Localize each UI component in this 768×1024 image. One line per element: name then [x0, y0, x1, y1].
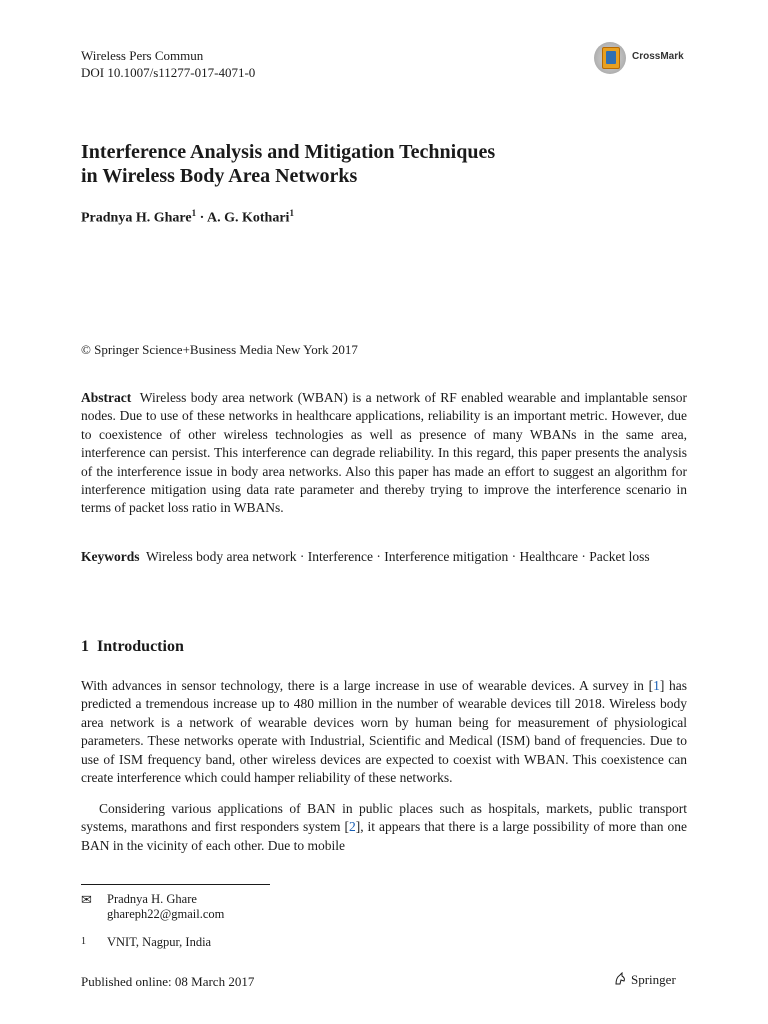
- section-title: Introduction: [97, 638, 184, 655]
- abstract: [81, 389, 687, 518]
- author-2-affiliation-mark: 1: [289, 208, 294, 218]
- section-number: 1: [81, 638, 89, 655]
- corresponding-author-email[interactable]: ghareph22@gmail.com: [107, 907, 225, 921]
- abstract-label: Abstract: [81, 390, 132, 405]
- envelope-icon: ✉: [81, 892, 92, 907]
- crossmark-book-icon: [602, 47, 620, 69]
- publisher-logo: [613, 972, 676, 988]
- intro-paragraph-2: [81, 800, 687, 855]
- citation-link-2[interactable]: 2: [348, 819, 356, 835]
- keywords-label: Keywords: [81, 549, 140, 564]
- affiliation: VNIT, Nagpur, India: [107, 935, 212, 949]
- author-2: A. G. Kothari: [206, 210, 290, 226]
- intro-p1-text-a: With advances in sensor technology, there is a large increase in use of wearable devices. A survey in [: [81, 678, 654, 693]
- section-heading: [81, 638, 184, 656]
- author-separator: ·: [196, 210, 207, 226]
- crossmark-label: CrossMark: [632, 51, 684, 62]
- title-line-2: in Wireless Body Area Networks: [81, 165, 358, 187]
- keywords: [81, 548, 687, 566]
- copyright-notice: © Springer Science+Business Media New York 2017: [81, 342, 358, 357]
- authors: [81, 208, 294, 227]
- affiliation-number: 1: [81, 936, 86, 947]
- doi[interactable]: DOI 10.1007/s11277-017-4071-0: [81, 65, 256, 80]
- intro-p2-text-b: ], it appears that there is a large possibility of more than one BAN in the vicinity of each other. Due to mobile: [81, 819, 687, 853]
- citation-link-1[interactable]: 1: [653, 678, 660, 693]
- keywords-text: Wireless body area network · Interference · Interference mitigation · Healthcare · Packet loss: [146, 549, 650, 564]
- author-1-affiliation-mark: 1: [191, 208, 197, 218]
- journal-name: Wireless Pers Commun: [81, 48, 204, 63]
- springer-horse-icon: [613, 972, 627, 986]
- author-1: Pradnya H. Ghare: [81, 210, 192, 226]
- journal-header: [81, 47, 255, 81]
- crossmark-badge[interactable]: [594, 42, 692, 76]
- abstract-text: Wireless body area network (WBAN) is a network of RF enabled wearable and implantable sensor nodes. Due to use of these networks in healthcare applications, reliability is an important metric. However, due to coexistence of other wireless technologies as well as presence of many WBANs in the same area, interference can persist. This interference can degrade reliability. In this regard, this paper presents the analysis of the interference issue in body area networks. Also this paper has made an effort to suggest an algorithm for interference mitigation using data rate parameter and thereby trying to improve the interference scenario in terms of packet loss ratio in WBANs.: [81, 390, 687, 516]
- title-line-1: Interference Analysis and Mitigation Techniques: [81, 141, 496, 163]
- paper-title: [81, 140, 681, 188]
- footnote-divider: [81, 884, 270, 885]
- publisher-name: Springer: [631, 972, 676, 987]
- intro-paragraph-1: [81, 677, 687, 787]
- published-date: Published online: 08 March 2017: [81, 974, 255, 989]
- corresponding-author-name: Pradnya H. Ghare: [107, 892, 197, 906]
- intro-p1-text-b: ] has predicted a tremendous increase up to 480 million in the number of wearable devices till 2018. Wireless body area network is a network of wearable devices worn by human being for measurement of physiological parameters. These networks operate with Industrial, Scientific and Medical (ISM) band of frequencies. Due to use of ISM frequency band, other wireless devices are expected to coexist with WBAN. This coexistence can create interference which could hamper reliability of these networks.: [81, 678, 687, 786]
- intro-p2-text-a: Considering various applications of BAN in public places such as hospitals, markets, public transport systems, marathons and first responders system [: [81, 801, 687, 835]
